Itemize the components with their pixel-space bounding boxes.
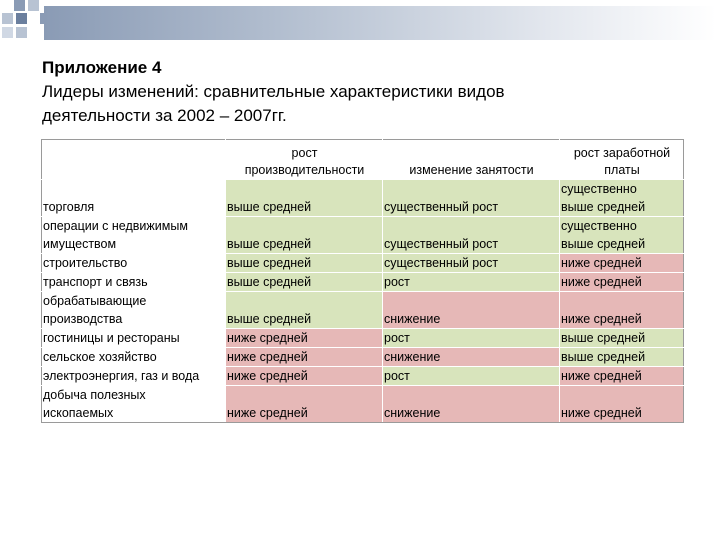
header-empty: [42, 140, 226, 180]
header-employment: изменение занятости: [383, 140, 560, 180]
title-line: деятельности за 2002 – 2007гг.: [42, 106, 287, 125]
employment-cell: существенный рост: [383, 217, 560, 254]
wage-cell: ниже средней: [560, 386, 684, 423]
wage-cell: ниже средней: [560, 254, 684, 273]
header-gradient-bar: [44, 6, 716, 40]
employment-cell: снижение: [383, 348, 560, 367]
sector-cell: транспорт и связь: [42, 273, 226, 292]
employment-cell: существенный рост: [383, 254, 560, 273]
productivity-cell: ниже средней: [226, 348, 383, 367]
employment-cell: рост: [383, 329, 560, 348]
comparison-table: [41, 139, 684, 423]
productivity-cell: выше средней: [226, 273, 383, 292]
wage-cell: существенно выше средней: [560, 217, 684, 254]
header-row: [42, 140, 684, 180]
page-title: [42, 56, 682, 128]
table-row: [42, 367, 684, 386]
sector-cell: строительство: [42, 254, 226, 273]
wage-cell: существенно выше средней: [560, 180, 684, 217]
employment-cell: рост: [383, 367, 560, 386]
wage-cell: ниже средней: [560, 273, 684, 292]
table-row: [42, 254, 684, 273]
header-wage: рост заработной платы: [560, 140, 684, 180]
title-line: Лидеры изменений: сравнительные характеристики видов: [42, 82, 505, 101]
wage-cell: ниже средней: [560, 292, 684, 329]
productivity-cell: ниже средней: [226, 367, 383, 386]
table-row: [42, 329, 684, 348]
sector-cell: операции с недвижимым имуществом: [42, 217, 226, 254]
wage-cell: выше средней: [560, 348, 684, 367]
employment-cell: существенный рост: [383, 180, 560, 217]
sector-cell: электроэнергия, газ и вода: [42, 367, 226, 386]
sector-cell: добыча полезных ископаемых: [42, 386, 226, 423]
table-row: [42, 180, 684, 217]
productivity-cell: выше средней: [226, 292, 383, 329]
productivity-cell: выше средней: [226, 180, 383, 217]
employment-cell: снижение: [383, 292, 560, 329]
header-productivity: рост производительности: [226, 140, 383, 180]
table-row: [42, 348, 684, 367]
employment-cell: рост: [383, 273, 560, 292]
wage-cell: выше средней: [560, 329, 684, 348]
productivity-cell: ниже средней: [226, 329, 383, 348]
sector-cell: сельское хозяйство: [42, 348, 226, 367]
table-row: [42, 292, 684, 329]
sector-cell: обрабатывающие производства: [42, 292, 226, 329]
sector-cell: торговля: [42, 180, 226, 217]
table-row: [42, 217, 684, 254]
table-row: [42, 386, 684, 423]
productivity-cell: ниже средней: [226, 386, 383, 423]
employment-cell: снижение: [383, 386, 560, 423]
table-row: [42, 273, 684, 292]
appendix-label: Приложение 4: [42, 58, 162, 77]
sector-cell: гостиницы и рестораны: [42, 329, 226, 348]
productivity-cell: выше средней: [226, 254, 383, 273]
wage-cell: ниже средней: [560, 367, 684, 386]
productivity-cell: выше средней: [226, 217, 383, 254]
